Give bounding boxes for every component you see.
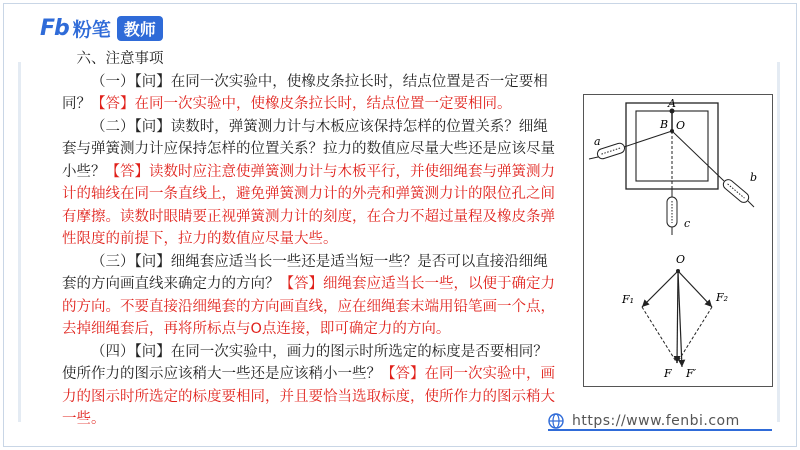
label-a: a (594, 135, 601, 148)
label-b-point: B (660, 118, 669, 131)
fenbi-logo (40, 14, 163, 42)
force-diagram-svg (584, 95, 772, 386)
note-paragraph-4 (62, 341, 562, 431)
force-experiment-figure (583, 94, 773, 387)
answer-text: 【答】在同一次实验中，使橡皮条拉长时，结点位置一定要相同。 (91, 96, 512, 112)
question-text: （二）【问】读数时，弹簧测力计与木板应该保持怎样的位置关系？细绳套与弹簧测力计应保持怎样的位置关系？拉力的数值应尽量大些还是应该尽量小些？ (62, 118, 555, 180)
vector-f2 (678, 271, 712, 307)
label-o-top: O (676, 119, 686, 132)
question-text: （三）【问】细绳套应适当长一些还是适当短一些？是否可以直接沿细绳套的方向画直线来确定力的方向？ (62, 253, 548, 292)
vector-f (677, 271, 678, 363)
spring-scale-b (721, 178, 750, 205)
logo-badge: 教师 (117, 16, 163, 41)
spring-scale-a (596, 142, 626, 160)
label-b: b (750, 171, 758, 184)
question-text: （四）【问】在同一次实验中，画力的图示时所选定的标度是否要相同？使所作力的图示应该稍大一些还是应该稍小一些？ (62, 343, 548, 382)
globe-icon (548, 413, 564, 429)
vector-f-prime (678, 271, 682, 367)
footer (548, 411, 778, 431)
label-o-bottom: O (676, 253, 686, 266)
footer-url[interactable]: https://www.fenbi.com (572, 413, 740, 429)
note-paragraph-2 (62, 116, 562, 251)
right-accent-bar (777, 62, 780, 422)
footer-underline (548, 429, 772, 431)
note-paragraph-3 (62, 251, 562, 341)
label-f-prime: F′ (686, 367, 697, 380)
label-f: F (664, 367, 672, 380)
question-text: （一）【问】在同一次实验中，使橡皮条拉长时，结点位置是否一定要相同？ (62, 73, 548, 112)
logo-brand-name: 粉笔 (72, 18, 111, 41)
answer-text: 【答】读数时应注意使弹簧测力计与木板平行，并使细绳套与弹簧测力计的轴线在同一条直线上，避免弹簧测力计的外壳和弹簧测力计的限位孔之间有摩擦。读数时眼睛要正视弹簧测力计的刻度，在合力不超过量程及橡皮条弹性限度的前提下，拉力的数值应尽量大些。 (62, 163, 555, 247)
notes-content (62, 48, 562, 431)
note-paragraph-1 (62, 71, 562, 116)
label-f2: F₂ (716, 291, 729, 304)
label-f1: F₁ (622, 293, 635, 306)
rope-b (672, 131, 724, 181)
spring-scale-c (667, 197, 677, 227)
vector-f1 (642, 271, 678, 307)
label-c: c (684, 217, 691, 230)
rope-a (624, 131, 672, 147)
answer-text: 【答】在同一次实验中，画力的图示时所选定的标度要相同，并且要恰当选取标度，使所作力的图示稍大一些。 (62, 366, 555, 427)
left-accent-bar (18, 62, 21, 422)
logo-mark: Fb (40, 15, 69, 41)
section-title: 六、注意事项 (76, 51, 164, 67)
label-a-point: A (668, 97, 676, 110)
answer-text: 【答】细绳套应适当长一些，以便于确定力的方向。不要直接沿细绳套的方向画直线，应在细绳套末端用铅笔画一个点，去掉细绳套后，再将所标点与O点连接，即可确定力的方向。 (62, 276, 555, 337)
